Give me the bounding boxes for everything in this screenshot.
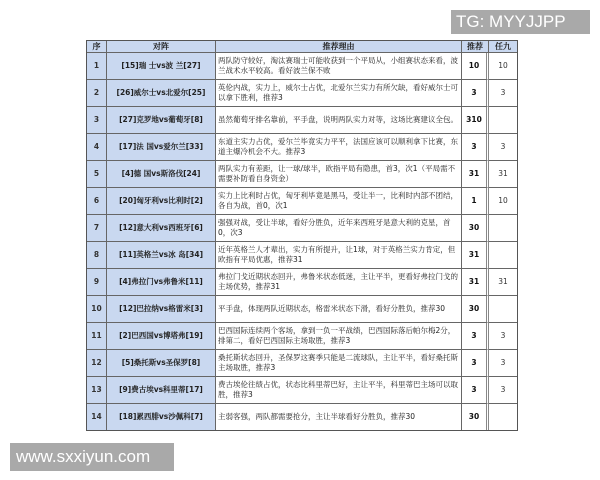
renjiu-cell (489, 215, 517, 242)
reason-cell: 两队实力有差距，让一球/球半，欧指平局有隐患，首3，次1（平局需不需要补防看自身资金） (216, 161, 462, 188)
row-number: 7 (87, 215, 107, 242)
match-cell: [26]威尔士vs北爱尔[25] (107, 80, 216, 107)
recommend-cell: 3 (462, 134, 489, 161)
recommend-cell: 3 (462, 80, 489, 107)
reason-cell: 近年英格兰人才辈出，实力有所提升，让1球，对于英格兰实力肯定，但欧指有平局优惠，推荐31 (216, 242, 462, 269)
recommend-cell: 31 (462, 269, 489, 296)
row-number: 4 (87, 134, 107, 161)
recommend-cell: 31 (462, 161, 489, 188)
match-cell: [5]桑托斯vs圣保罗[8] (107, 350, 216, 377)
renjiu-cell: 3 (489, 80, 517, 107)
renjiu-cell: 31 (489, 161, 517, 188)
match-cell: [9]费古埃vs科里蒂[17] (107, 377, 216, 404)
match-cell: [17]法 国vs爱尔兰[33] (107, 134, 216, 161)
row-number: 1 (87, 53, 107, 80)
table-row (87, 323, 517, 350)
renjiu-cell: 3 (489, 134, 517, 161)
reason-cell: 巴西国际连续两个客场，拿到一负一平战绩，巴西国际落后帕尔梅2分，排第二，看好巴西国际主场取胜，推荐3 (216, 323, 462, 350)
renjiu-cell (489, 242, 517, 269)
header-recommend: 推荐 (462, 41, 489, 53)
match-cell: [12]巴拉纳vs格雷米[3] (107, 296, 216, 323)
reason-cell: 主弱客强，两队都需要抢分，主让半球看好分胜负，推荐30 (216, 404, 462, 430)
match-cell: [4]弗拉门vs弗鲁米[11] (107, 269, 216, 296)
renjiu-cell (489, 107, 517, 134)
table-row (87, 215, 517, 242)
recommend-cell: 3 (462, 377, 489, 404)
recommend-cell: 3 (462, 323, 489, 350)
table-row (87, 404, 517, 430)
renjiu-cell: 10 (489, 53, 517, 80)
match-cell: [12]意大利vs西班牙[6] (107, 215, 216, 242)
match-cell: [20]匈牙利vs比利时[2] (107, 188, 216, 215)
table-row (87, 269, 517, 296)
watermark-site: www.sxxiyun.com (10, 443, 174, 471)
recommend-cell: 310 (462, 107, 489, 134)
watermark-telegram: TG: MYYJJPP (451, 10, 590, 34)
table-row (87, 134, 517, 161)
renjiu-cell: 10 (489, 188, 517, 215)
table-row (87, 80, 517, 107)
reason-cell: 弗拉门戈近期状态回升，弗鲁米状态低迷，主让平半，更看好弗拉门戈的主场优势，推荐31 (216, 269, 462, 296)
match-cell: [27]克罗地vs葡萄牙[8] (107, 107, 216, 134)
reason-cell: 桑托斯状态回升，圣保罗这赛季只能是二流球队，主让平半，看好桑托斯主场取胜，推荐3 (216, 350, 462, 377)
header-reason: 推荐理由 (216, 41, 462, 53)
row-number: 14 (87, 404, 107, 430)
row-number: 13 (87, 377, 107, 404)
row-number: 3 (87, 107, 107, 134)
recommend-cell: 31 (462, 242, 489, 269)
table-row (87, 188, 517, 215)
table-header (87, 41, 517, 53)
match-cell: [15]瑞 士vs波 兰[27] (107, 53, 216, 80)
reason-cell: 强强对战，受让半球，看好分胜负，近年来西班牙是意大利的克星，首0，次3 (216, 215, 462, 242)
recommendation-table (86, 40, 518, 431)
row-number: 6 (87, 188, 107, 215)
renjiu-cell: 3 (489, 350, 517, 377)
table-row (87, 350, 517, 377)
reason-cell: 虽然葡萄牙排名靠前，平手盘，说明两队实力对等，这场比赛建议全包。 (216, 107, 462, 134)
match-cell: [2]巴西国vs博塔弗[19] (107, 323, 216, 350)
match-cell: [18]累西腓vs沙佩科[7] (107, 404, 216, 430)
row-number: 11 (87, 323, 107, 350)
header-renjiu: 任九 (489, 41, 517, 53)
header-match: 对阵 (107, 41, 216, 53)
reason-cell: 费古埃伦往绩占优，状态比科里蒂巴好，主让平半，科里蒂巴主场可以取胜，推荐3 (216, 377, 462, 404)
row-number: 5 (87, 161, 107, 188)
match-cell: [11]英格兰vs冰 岛[34] (107, 242, 216, 269)
reason-cell: 实力上比利时占优，匈牙利毕竟是黑马，受让半一，比利时内部不团结，各自为战，首0，次1 (216, 188, 462, 215)
row-number: 12 (87, 350, 107, 377)
recommend-cell: 30 (462, 215, 489, 242)
table-row (87, 53, 517, 80)
reason-cell: 两队防守较好，淘汰赛瑞士可能收获到一个平局从，小组赛状态来看，波兰战术水平较高。看好波兰保不败 (216, 53, 462, 80)
table-row (87, 377, 517, 404)
table-row (87, 296, 517, 323)
reason-cell: 平手盘，体现两队近期状态，格雷米状态下滑，看好分胜负，推荐30 (216, 296, 462, 323)
table-row (87, 161, 517, 188)
recommend-cell: 3 (462, 350, 489, 377)
recommend-cell: 10 (462, 53, 489, 80)
reason-cell: 东道主实力占优，爱尔兰毕竟实力平平，法国应该可以顺利拿下比赛，东道主爆冷机会不大。推荐3 (216, 134, 462, 161)
table-row (87, 107, 517, 134)
renjiu-cell: 3 (489, 323, 517, 350)
reason-cell: 英伦内战，实力上，威尔士占优，北爱尔兰实力有所欠缺，看好威尔士可以拿下胜利，推荐3 (216, 80, 462, 107)
row-number: 2 (87, 80, 107, 107)
row-number: 9 (87, 269, 107, 296)
renjiu-cell (489, 296, 517, 323)
match-cell: [4]德 国vs斯洛伐[24] (107, 161, 216, 188)
table-row (87, 242, 517, 269)
recommend-cell: 1 (462, 188, 489, 215)
header-number: 序 (87, 41, 107, 53)
row-number: 8 (87, 242, 107, 269)
renjiu-cell: 31 (489, 269, 517, 296)
recommend-cell: 30 (462, 296, 489, 323)
renjiu-cell: 3 (489, 377, 517, 404)
renjiu-cell (489, 404, 517, 430)
recommend-cell: 30 (462, 404, 489, 430)
row-number: 10 (87, 296, 107, 323)
